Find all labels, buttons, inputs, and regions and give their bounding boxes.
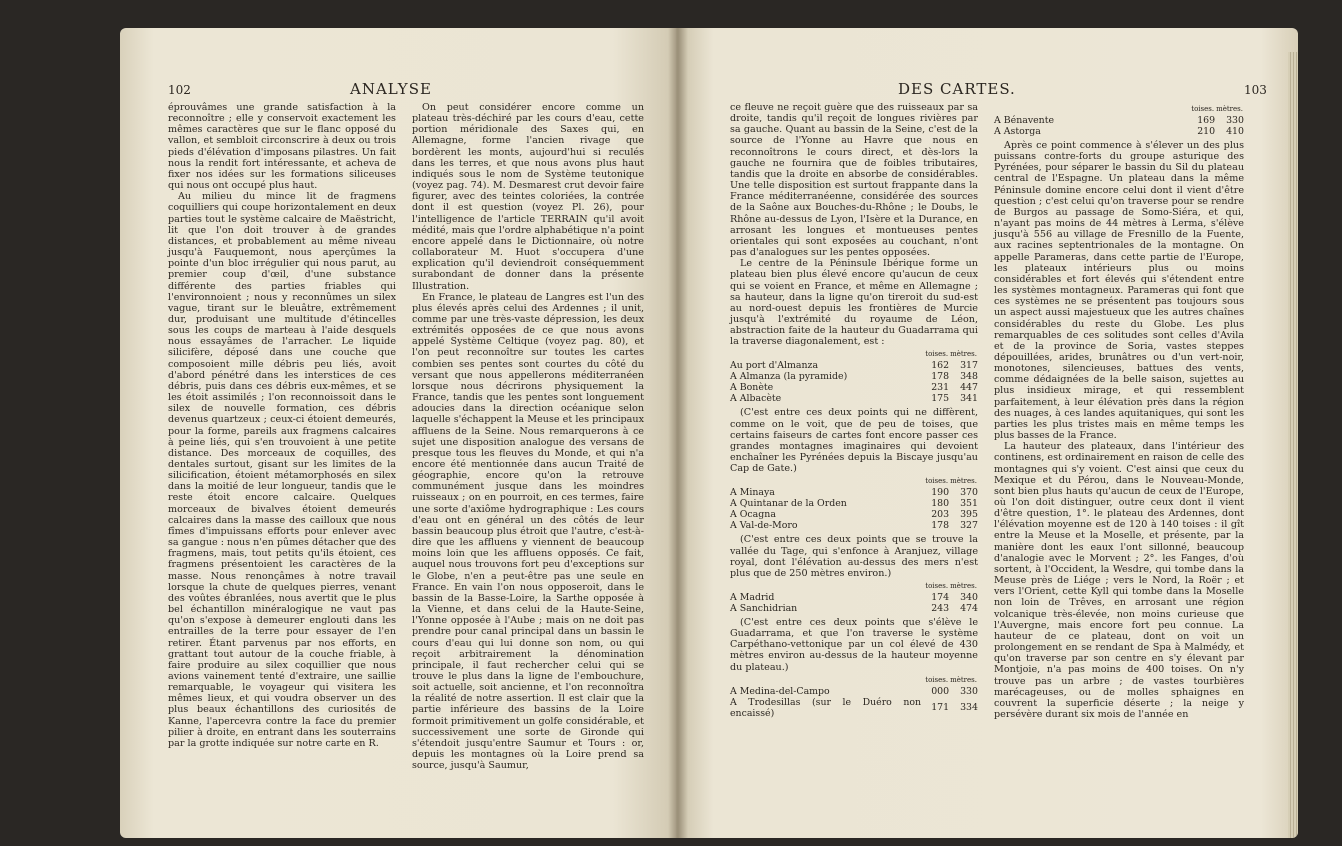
table-row: A Trodesillas (sur le Duéro non encaissé) 171 334: [730, 696, 978, 719]
left-page: [120, 28, 680, 838]
table-row: A Medina-del-Campo 000 330: [730, 685, 978, 697]
paragraph: (C'est entre ces deux points que se trouve la vallée du Tage, qui s'enfonce à Aranjuez, village royal, dont l'élévation au-dessus des mers n'est plus que de 250 mètres environ.): [730, 534, 978, 579]
right-page: [676, 28, 1298, 838]
paragraph: (C'est entre ces deux points que s'élève le Guadarrama, et que l'on traverse le système Carpéthano-vettonique par un col élevé de 430 mètres environ au-dessus de la hauteur moyenne du plateau.): [730, 617, 978, 673]
table-row: A Madrid 174 340: [730, 592, 978, 603]
table-row: A Bénavente 169 330: [994, 115, 1244, 126]
right-column-2: [994, 102, 1244, 720]
table-row: A Astorga 210 410: [994, 126, 1244, 137]
paragraph: On peut considérer encore comme un plateau très-déchiré par les cours d'eau, cette portion méridionale des Saxes qui, en Allemagne, forme l'ancien rivage que bordèrent les monts, aujourd'hui si reculés dans les terres, et que nous avons plus haut indiqués sous le nom de Système teutonique (voyez pag. 74). M. Desmarest crut devoir faire figurer, avec des teintes coloriées, la contrée dont il est question (voyez Pl. 26), pour l'intelligence de l'article TERRAIN qu'il avoit médité, mais que l'ordre alphabétique n'a point encore appelé dans le Dictionnaire, où notre collaborateur M. Huot s'occupera d'une explication qu'il deviendroit conséquemment surabondant de donner dans la présente Illustration.: [412, 102, 644, 292]
table-row: A Minaya 190 370: [730, 487, 978, 499]
unit-toises: toises.: [925, 350, 949, 359]
altitude-table-2: toises. mètres. A Minaya 190 370 A Quintanar de la Orden 180 351 A Ocagna 203 395 A Val-de-Moro 178 327: [730, 477, 978, 532]
table-row: A Val-de-Moro 178 327: [730, 520, 978, 532]
left-column-2: [412, 102, 644, 771]
page-edge: [1288, 52, 1298, 838]
altitude-table-5: toises. mètres. A Bénavente 169 330 A Astorga 210 410: [994, 105, 1244, 137]
paragraph: Au milieu du mince lit de fragmens coquilliers qui coupe horizontalement en deux parties tout le système calcaire de Maëstricht, lit que l'on doit trouver à de grandes distances, et probablement au même niveau jusqu'à Fauquemont, nous aperçûmes la pointe d'un bloc irrégulier qui nous parut, au premier coup d'œil, d'une substance différente des parties friables qui l'environnoient ; nous y reconnûmes un silex vague, tirant sur le bleuâtre, extrêmement dur, produisant une multitude d'étincelles sous les coups de marteau à l'aide desquels nous essayâmes de l'arracher. Le liquide silicifère, déposé dans une couche que composoient mille débris peu liés, avoit d'abord pénétré dans les interstices de ces débris, puis dans ces débris eux-mêmes, et se les étoit assimilés ; l'on reconnoissoit dans le silex de nouvelle formation, ces débris devenus quartzeux ; ceux-ci étoient demeurés, pour la forme, pareils aux fragmens calcaires à peine liés, qui s'en trouvoient à une petite distance. Des morceaux de coquilles, des dentales surtout, gisant sur les limites de la silicification, étoient métamorphosés en silex dans la moitié de leur longueur, tandis que le reste étoit encore calcaire. Quelques morceaux de bivalves étoient demeurés calcaires dans la masse des cailloux que nous fîmes d'impuissans efforts pour enlever avec sa gangue : nous n'en pûmes détacher que des fragmens, mais, tout petits qu'ils étoient, ces fragmens présentoient les caractères de la masse. Nous renonçâmes à notre travail lorsque la chute de quelques pierres, venant des voûtes ébranlées, nous avertit que le plus bel échantillon minéralogique ne vaut pas qu'on s'expose à demeurer englouti dans les entrailles de la terre pour essayer de l'en retirer. Étant parvenus par nos efforts, en grattant tout autour de la couche friable, à faire produire au silex coquillier que nous avions vainement tenté d'extraire, une saillie remarquable, le voyageur qui visitera les mêmes lieux, et qui voudra observer un des plus beaux échantillons des curiosités de Kanne, l'apercevra contre la face du premier pilier à droite, en entrant dans les souterrains par la grotte indiquée sur notre carte en R.: [168, 191, 397, 749]
right-column-1: [730, 102, 978, 722]
paragraph: éprouvâmes une grande satisfaction à la reconnoître ; elle y conservoit exactement les mêmes caractères que sur le flanc opposé du vallon, et sembloit circonscrire à deux ou trois pieds d'élévation d'imposans pilastres. Un fait nous la rendit fort intéressante, et acheva de fixer nos idées sur les formations siliceuses qui nous ont occupé plus haut.: [168, 102, 396, 192]
table-row: A Albacète 175 341: [730, 393, 978, 405]
altitude-table-1: [730, 349, 978, 404]
paragraph: ce fleuve ne reçoit guère que des ruisseaux par sa droite, tandis qu'il reçoit de longues rivières par sa gauche. Quant au bassin de la Seine, c'est de la source de l'Yonne au Havre que nous en reconnoîtrons le cours direct, et dès-lors la gauche ne fournira que de foibles tributaires, tandis que la droite en absorbe de considérables. Une telle disposition est surtout frappante dans la France méditerranéenne, considérée des sources de la Saône aux Bouches-du-Rhône ; le Doubs, le Rhône au-dessus de Lyon, l'Isère et la Durance, en arrosant les longues et montueuses pentes orientales qui sont exposées au couchant, n'ont pas d'analogues sur les pentes opposées.: [730, 102, 978, 259]
open-book: [120, 10, 1310, 846]
altitude-table-3: toises. mètres. A Madrid 174 340 A Sanchidrian 243 474: [730, 582, 978, 614]
table-row: Au port d'Almanza 162 317: [730, 360, 978, 372]
altitude-table-4: toises. mètres. A Medina-del-Campo 000 330 A Trodesillas (sur le Duéro non encaissé) 171 334: [730, 675, 978, 719]
page-number-right: 103: [1244, 83, 1267, 97]
running-head-left: ANALYSE: [350, 80, 432, 98]
paragraph: En France, le plateau de Langres est l'un des plus élevés après celui des Ardennes ; il unit, comme par une très-vaste dépression, les deux extrémités opposées de ce que nous avons appelé Système Celtique (voyez pag. 80), et l'on peut reconnoître sur toutes les cartes combien ses pentes sont courtes du côté du versant que nous appellerons méditerranéen lorsque nous décrirons physiquement la France, tandis que les pentes sont longuement adoucies dans la direction océanique selon laquelle s'échappent la Meuse et les principaux affluens de la Seine. Nous remarquerons à ce sujet une disposition analogue des versans de presque tous les fleuves du Monde, et qui n'a encore été mentionnée dans aucun Traité de géographie, encore qu'on la retrouve communément jusque dans les moindres ruisseaux ; on en pourroit, en ces termes, faire une sorte d'axiôme hydrographique : Les cours d'eau ont en général un des côtés de leur bassin beaucoup plus étroit que l'autre, c'est-à-dire que les affluens y viennent de beaucoup moins loin que les affluens opposés. Ce fait, auquel nous trouvons fort peu d'exceptions sur le Globe, n'en a peut-être pas une seule en France. En vain l'on nous opposeroit, dans le bassin de la Basse-Loire, la Sarthe opposée à la Vienne, et dans celui de la Haute-Seine, l'Yonne opposée à l'Aube ; mais on ne doit pas prendre pour canal principal dans un bassin le cours d'eau qui lui donne son nom, ou qui reçoit arbitrairement la dénomination principale, il faut rechercher celui qui se trouve le plus dans la ligne de l'embouchure, soit actuelle, soit ancienne, et l'on reconnoîtra la réalité de notre assertion. Il est clair que la partie inférieure des bassins de la Loire formoit primitivement un golfe considérable, et successivement une sorte de Gironde qui s'étendoit jusqu'entre Saumur et Tours : or, depuis les montagnes où la Loire prend sa source, jusqu'à Saumur,: [412, 291, 644, 772]
table-row: A Almanza (la pyramide) 178 348: [730, 371, 978, 383]
table-row: A Bonète 231 447: [730, 382, 978, 394]
paragraph: (C'est entre ces deux points qui ne diffèrent, comme on le voit, que de peu de toises, que certains faiseurs de cartes font encore passer ces grandes montagnes imaginaires qui devoient enchaîner les Pyrénées depuis la Biscaye jusqu'au Cap de Gate.): [730, 407, 978, 475]
table-row: A Sanchidrian 243 474: [730, 603, 978, 614]
unit-metres: mètres.: [950, 350, 977, 359]
paragraph: La hauteur des plateaux, dans l'intérieur des continens, est ordinairement en raison de celle des montagnes qui s'y voient. C'est ainsi que ceux du Mexique et du Pérou, dans le Nouveau-Monde, sont bien plus hauts qu'aucun de ceux de l'Europe, où l'on doit distinguer, outre ceux dont il vient d'être question, 1°. le plateau des Ardennes, dont l'élévation moyenne est de 120 à 140 toises : il gît entre la Meuse et la Moselle, et présente, par la manière dont les eaux l'ont sillonné, beaucoup d'analogie avec le Morvent ; 2°. les Fanges, d'où sortent, à l'Occident, la Wesdre, qui tombe dans la Meuse près de Liége ; vers le Nord, la Roër ; et vers l'Orient, cette Kyll qui tombe dans la Moselle non loin de Trêves, en arrosant une région volcanique très-élevée, non moins curieuse que l'Auvergne, mais encore fort peu connue. La hauteur de ce plateau, dont on voit un prolongement en se rendant de Spa à Malmédy, et qu'on traverse par son centre en s'y élevant par Montjoie, n'a pas moins de 400 toises. On n'y trouve pas un arbre ; de vastes tourbières marécageuses, ou de molles sphaignes en couvrent la superficie déserte ; la neige y persévère durant six mois de l'année en: [994, 441, 1244, 720]
book-gutter: [668, 28, 688, 838]
running-head-right: DES CARTES.: [898, 80, 1016, 98]
table-row: A Ocagna 203 395: [730, 509, 978, 521]
page-number-left: 102: [168, 83, 191, 97]
left-column-1: [168, 102, 396, 749]
paragraph: Après ce point commence à s'élever un des plus puissans contre-forts du groupe asturique des Pyrénées, pour séparer le bassin du Sil du plateau central de l'Espagne. Un plateau dans la même Péninsule domine encore celui dont il vient d'être question ; c'est celui qu'on traverse pour se rendre de Burgos au passage de Somo-Siéra, et qui, n'ayant pas moins de 44 mètres à Lerma, s'élève jusqu'à 556 au village de Fresnillo de la Fuente, aux racines septentrionales de la montagne. On appelle Parameras, dans cette partie de l'Europe, les plateaux intérieurs plus ou moins considérables et fort élevés qui s'étendent entre les systèmes montagneux. Parameras qui font que ces systèmes ne se présentent pas toujours sous un aspect aussi majestueux que les autres chaînes considérables du reste du Globe. Les plus remarquables de ces solitudes sont celles d'Avila et de la province de Soria, vastes steppes dépouillées, arides, brunâtres ou d'un vert-noir, monotones, silencieuses, battues des vents, comme dédaignées de la belle saison, sujettes au plus insidieux mirage, et qui ressemblent parfaitement, à leur élévation près dans la région des nuages, à ces landes aquitaniques, qui sont les parties les plus tristes mais en même temps les plus basses de la France.: [994, 140, 1244, 442]
table-row: A Quintanar de la Orden 180 351: [730, 498, 978, 510]
paragraph: Le centre de la Péninsule Ibérique forme un plateau bien plus élevé encore qu'aucun de ceux qui se voient en France, et même en Allemagne ; sa hauteur, dans la ligne qu'on tireroit du sud-est au nord-ouest depuis les frontières de Murcie jusqu'à l'extrémité du royaume de Léon, abstraction faite de la hauteur du Guadarrama qui la traverse diagonalement, est :: [730, 258, 978, 348]
